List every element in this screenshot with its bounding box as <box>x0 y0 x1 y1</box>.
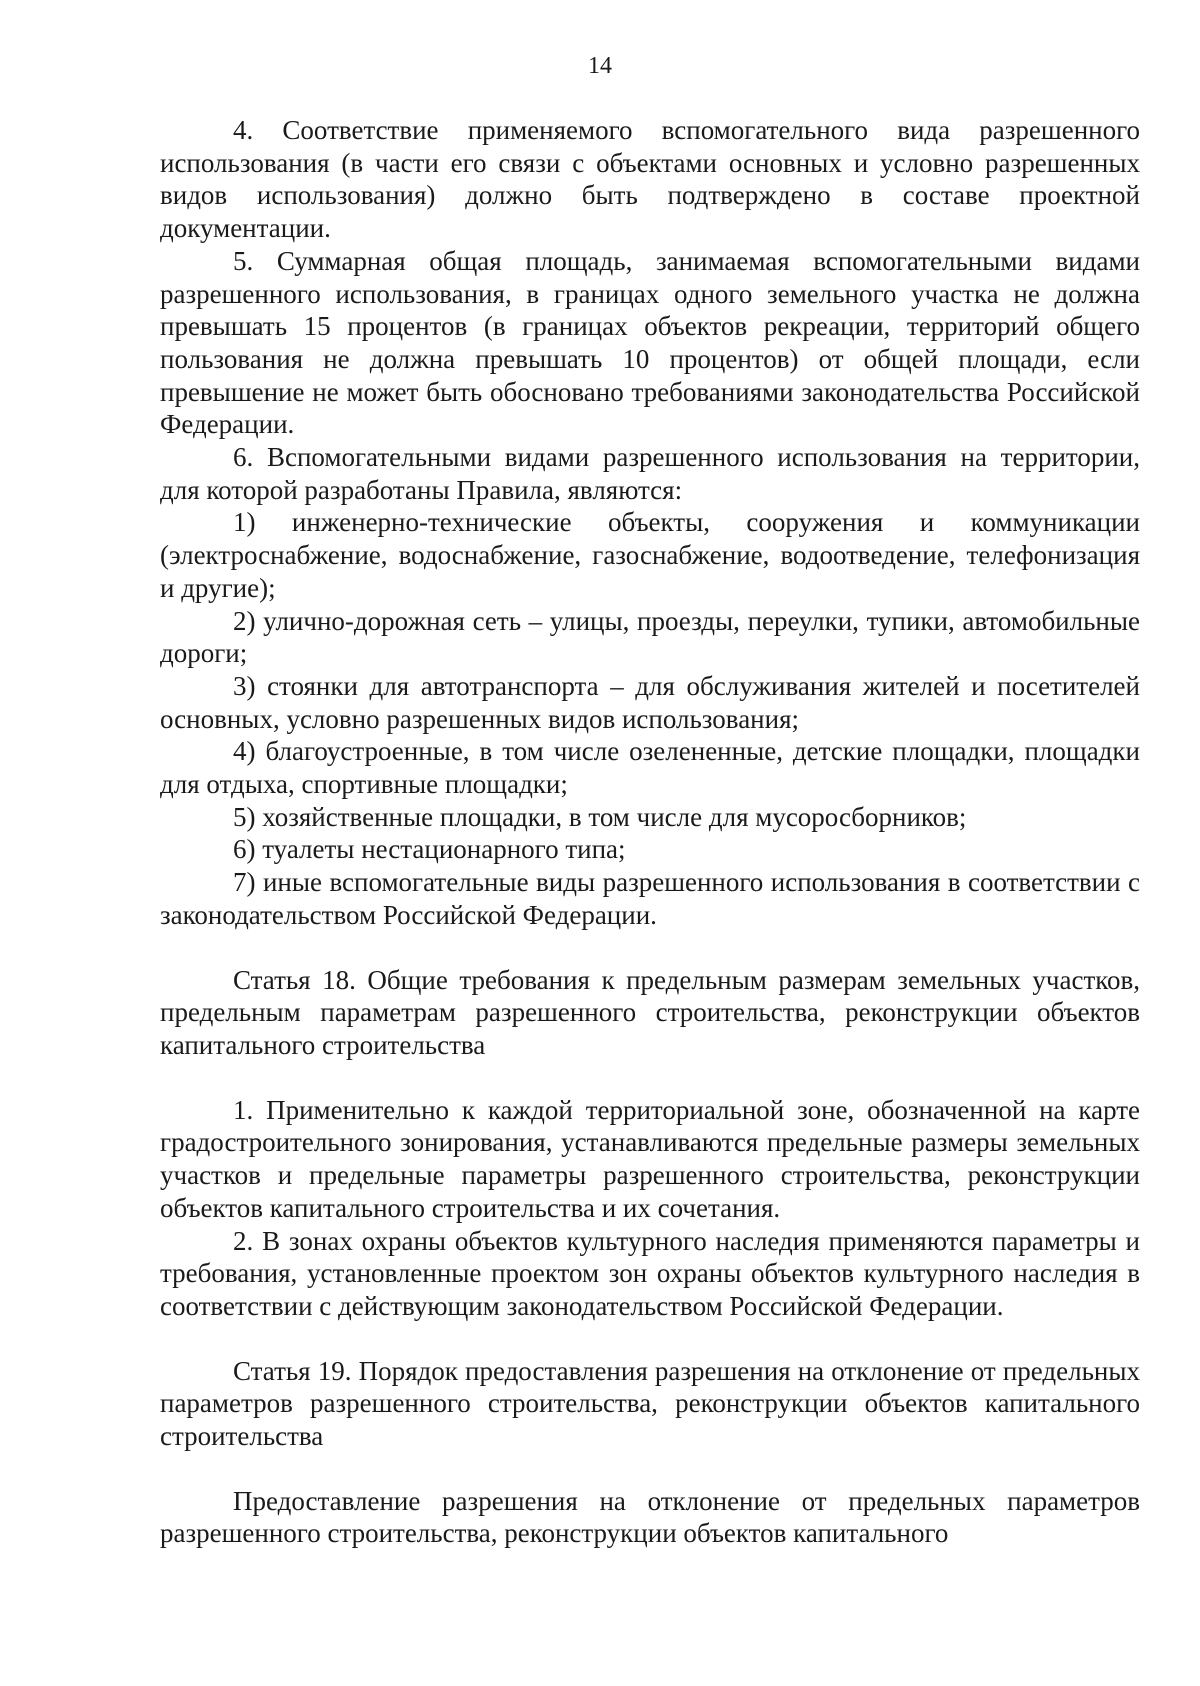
list-item-7: 7) иные вспомогательные виды разрешенного использования в соответствии с законодательством Российской Федерации. <box>160 867 1140 930</box>
list-item-6: 6) туалеты нестационарного типа; <box>233 834 626 865</box>
article-19-text: Предоставление разрешения на отклонение от предельных параметров разрешенного строительства, реконструкции объектов капитального <box>160 1485 1140 1549</box>
list-item-4: 4) благоустроенные, в том числе озелененные, детские площадки, площадки для отдыха, спортивные площадки; <box>160 736 1140 800</box>
paragraph-4: 4. Соответствие применяемого вспомогательного вида разрешенного использования (в части его связи с объектами основных и условно разрешенных видов использования) должно быть подтверждено в составе проектной документации. <box>160 115 1140 244</box>
paragraph-5: 5. Суммарная общая площадь, занимаемая вспомогательными видами разрешенного использования, в границах одного земельного участка не должна превышать 15 процентов (в границах объектов рекреации, территорий общего пользования не должна превышать 10 процентов) от общей площади, если превышение не может быть обосновано требованиями законодательства Российской Федерации. <box>160 245 1140 440</box>
document-body <box>160 114 1140 1550</box>
article-18-heading: Статья 18. Общие требования к предельным размерам земельных участков, предельным параметрам разрешенного строительства, реконструкции объектов капитального строительства <box>160 964 1140 1060</box>
list-item-2: 2) улично-дорожная сеть – улицы, проезды, переулки, тупики, автомобильные дороги; <box>160 605 1140 669</box>
article-18-item-2: 2. В зонах охраны объектов культурного наследия применяются параметры и требования, установленные проектом зон охраны объектов культурного наследия в соответствии с действующим законодательством Российской Федерации. <box>160 1225 1140 1321</box>
article-19-heading: Статья 19. Порядок предоставления разрешения на отклонение от предельных параметров разрешенного строительства, реконструкции объектов капитального строительства <box>160 1355 1140 1452</box>
list-item-3: 3) стоянки для автотранспорта – для обслуживания жителей и посетителей основных, условно разрешенных видов использования; <box>160 670 1140 734</box>
paragraph-6: 6. Вспомогательными видами разрешенного использования на территории, для которой разработаны Правила, являются: <box>160 442 1140 505</box>
page-number: 14 <box>588 53 612 79</box>
list-item-5: 5) хозяйственные площадки, в том числе для мусоросборников; <box>233 801 967 832</box>
list-item-1: 1) инженерно-технические объекты, сооружения и коммуникации (электроснабжение, водоснабжение, газоснабжение, водоотведение, телефонизация и другие); <box>160 507 1140 603</box>
article-18-item-1: 1. Применительно к каждой территориальной зоне, обозначенной на карте градостроительного зонирования, устанавливаются предельные размеры земельных участков и предельные параметры разрешенного строительства, реконструкции объектов капитального строительства и их сочетания. <box>160 1094 1140 1223</box>
